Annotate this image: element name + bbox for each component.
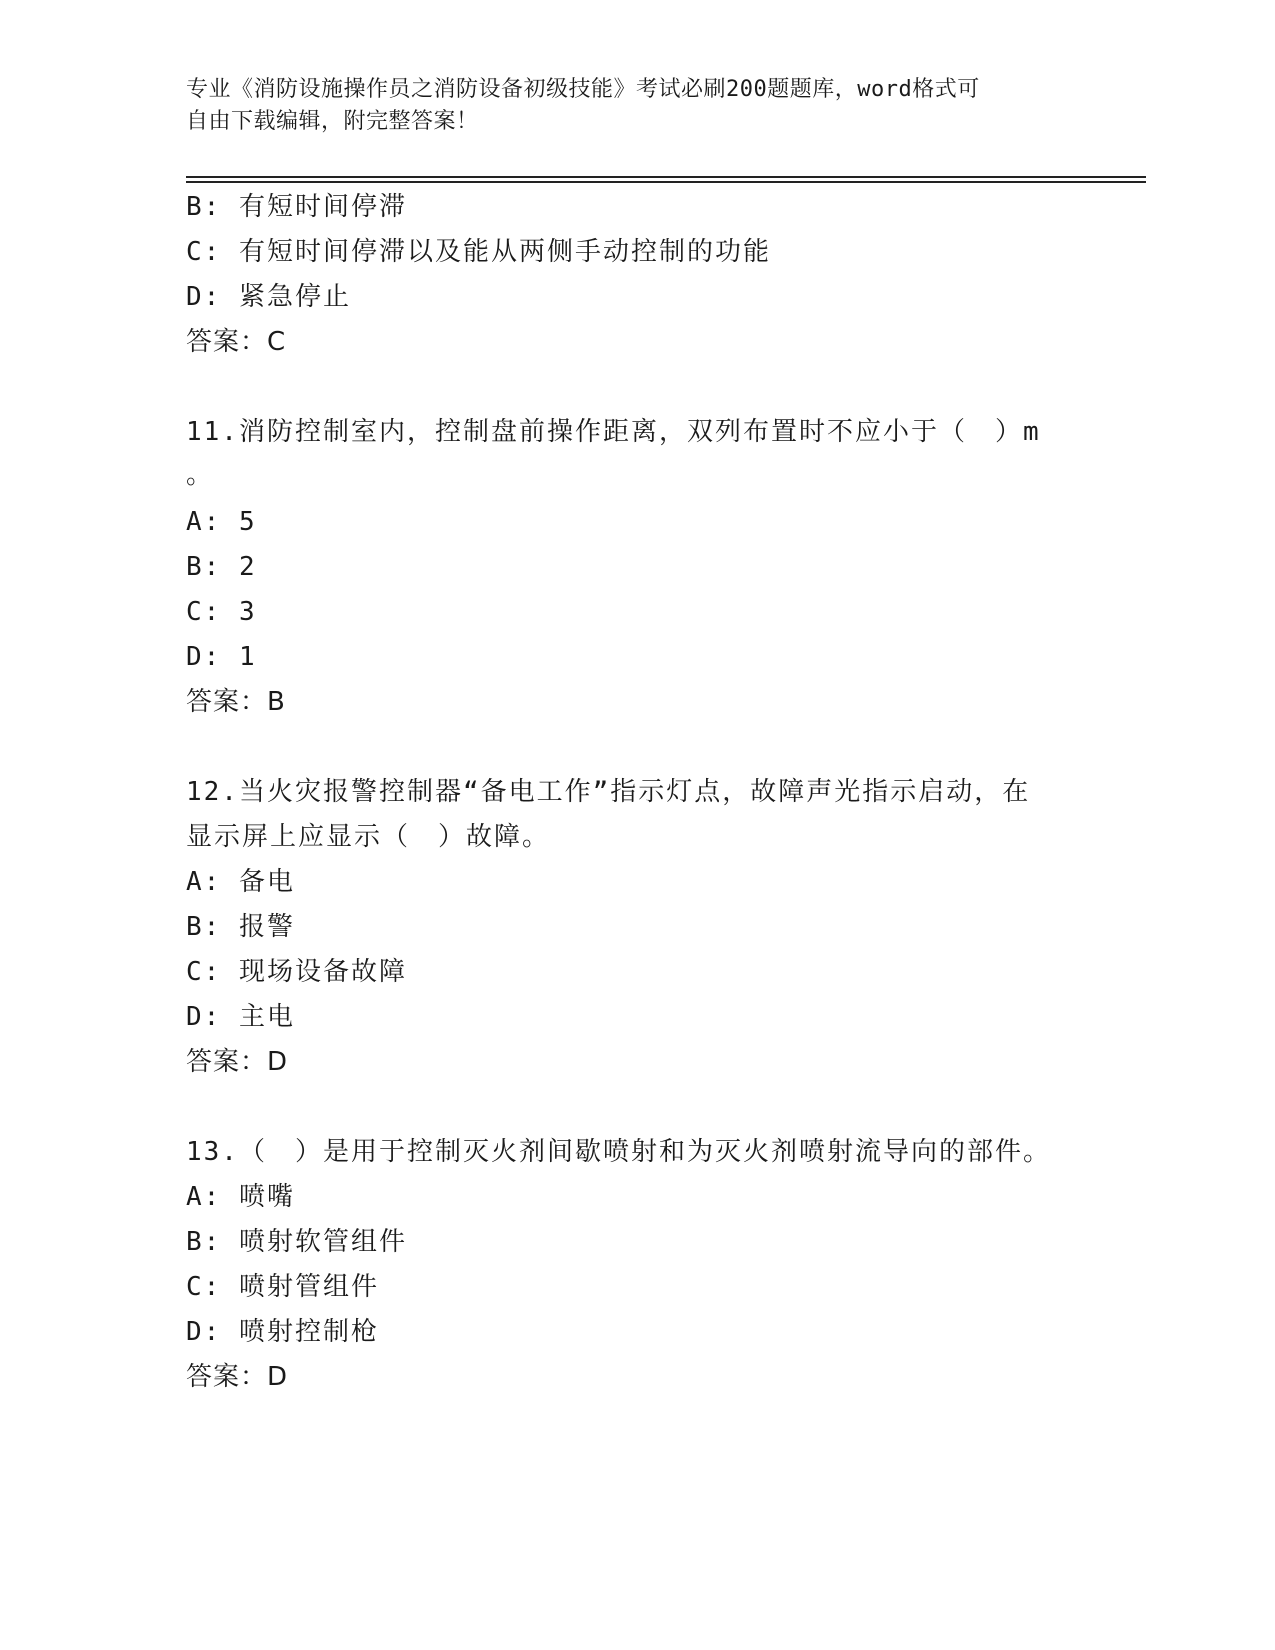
header-line-1: 专业《消防设施操作员之消防设备初级技能》考试必刷200题题库，word格式可 [186, 77, 980, 102]
q11-option-b: B: 2 [186, 552, 257, 582]
q10-answer: 答案：C [186, 327, 287, 357]
document-header [186, 74, 1066, 138]
header-divider-top [186, 176, 1146, 178]
q12-stem-line-1: 12.当火灾报警控制器“备电工作”指示灯点，故障声光指示启动，在 [186, 777, 1031, 807]
q11-option-c: C: 3 [186, 597, 257, 627]
q12-option-c: C: 现场设备故障 [186, 957, 407, 987]
q10-option-d: D: 紧急停止 [186, 282, 351, 312]
header-line-2: 自由下载编辑，附完整答案！ [186, 109, 479, 134]
q13-option-b: B: 喷射软管组件 [186, 1227, 407, 1257]
q12-answer: 答案：D [186, 1047, 289, 1077]
q11-stem-line-2: 。 [186, 460, 215, 490]
q11-option-d: D: 1 [186, 642, 257, 672]
q13-option-d: D: 喷射控制枪 [186, 1317, 379, 1347]
q11-option-a: A: 5 [186, 507, 257, 537]
q10-option-c: C: 有短时间停滞以及能从两侧手动控制的功能 [186, 237, 771, 267]
q13-option-c: C: 喷射管组件 [186, 1272, 379, 1302]
q11-answer: 答案：B [186, 687, 286, 717]
q13-option-a: A: 喷嘴 [186, 1182, 295, 1212]
q12-stem-line-2: 显示屏上应显示（ ）故障。 [186, 822, 551, 852]
q13-stem-line-1: 13.（ ）是用于控制灭火剂间歇喷射和为灭火剂喷射流导向的部件。 [186, 1137, 1051, 1167]
q13-answer: 答案：D [186, 1362, 289, 1392]
q12-option-b: B: 报警 [186, 912, 295, 942]
q10-option-b: B: 有短时间停滞 [186, 192, 407, 222]
q12-option-d: D: 主电 [186, 1002, 295, 1032]
q11-stem-line-1: 11.消防控制室内，控制盘前操作距离，双列布置时不应小于（ ）m [186, 417, 1041, 447]
header-divider-bottom [186, 181, 1146, 183]
q12-option-a: A: 备电 [186, 867, 295, 897]
